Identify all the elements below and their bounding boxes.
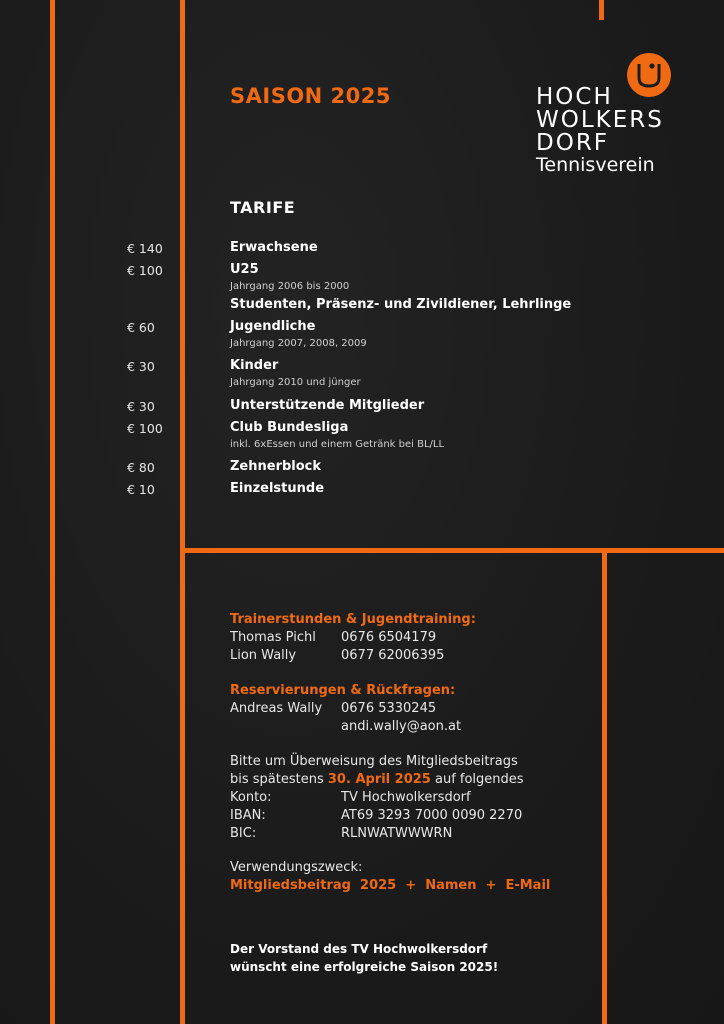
tarif-price: € 80 (127, 460, 155, 475)
trainer-phone: 0677 62006395 (341, 648, 445, 663)
tarif-price: € 30 (127, 359, 155, 374)
logo-text-tennisverein: Tennisverein (536, 154, 655, 176)
tarif-name: Unterstützende Mitglieder (230, 398, 425, 413)
tarif-name: U25 (230, 262, 259, 277)
reservation-phone: 0676 5330245 (341, 701, 437, 716)
payment-deadline-suffix: auf folgendes (434, 772, 524, 787)
konto-value: TV Hochwolkersdorf (341, 790, 471, 805)
tarif-name: Erwachsene (230, 240, 318, 255)
logo-text-hoch: HOCH (536, 84, 613, 110)
closing-line-2: wünscht eine erfolgreiche Saison 2025! (230, 960, 499, 974)
tarif-price: € 100 (127, 263, 163, 278)
tarife-heading: TARIFE (230, 198, 296, 217)
purpose-label: Verwendungszweck: (230, 860, 363, 875)
season-title: SAISON 2025 (230, 84, 392, 108)
tarif-note: Jahrgang 2007, 2008, 2009 (230, 338, 367, 349)
tarif-price: € 140 (127, 241, 163, 256)
tarif-note: Jahrgang 2010 und jünger (230, 377, 361, 388)
court-line-top-right (599, 0, 604, 20)
reservation-heading: Reservierungen & Rückfragen: (230, 683, 456, 698)
iban-value: AT69 3293 7000 0090 2270 (341, 808, 523, 823)
tarif-name: Einzelstunde (230, 481, 325, 496)
closing-line-1: Der Vorstand des TV Hochwolkersdorf (230, 942, 488, 956)
tarif-name: Jugendliche (230, 319, 316, 334)
payment-instruction: Bitte um Überweisung des Mitgliedsbeitrags (230, 754, 518, 769)
iban-label: IBAN: (230, 808, 266, 823)
tennis-ball-logo-icon (626, 52, 672, 98)
tarif-name: Club Bundesliga (230, 420, 349, 435)
bic-label: BIC: (230, 826, 257, 841)
payment-deadline (230, 772, 524, 787)
tarif-price: € 100 (127, 421, 163, 436)
reservation-email: andi.wally@aon.at (341, 719, 462, 734)
tarif-note: Jahrgang 2006 bis 2000 (230, 281, 350, 292)
purpose-value: Mitgliedsbeitrag 2025 + Namen + E-Mail (230, 878, 551, 893)
payment-deadline-date: 30. April 2025 (327, 772, 431, 787)
trainer-heading: Trainerstunden & Jugendtraining: (230, 612, 476, 627)
tarif-name-secondary: Studenten, Präsenz- und Zivildiener, Lehrlinge (230, 297, 572, 312)
tarif-price: € 30 (127, 399, 155, 414)
court-line-left (50, 0, 55, 1024)
trainer-name: Lion Wally (230, 648, 297, 663)
tarif-price: € 60 (127, 320, 155, 335)
logo-text-dorf: DORF (536, 130, 610, 156)
tarif-name: Zehnerblock (230, 459, 322, 474)
court-line-horizontal (180, 548, 724, 553)
konto-label: Konto: (230, 790, 272, 805)
tarif-note: inkl. 6xEssen und einem Getränk bei BL/LL (230, 439, 445, 450)
trainer-name: Thomas Pichl (230, 630, 316, 645)
bic-value: RLNWATWWWRN (341, 826, 453, 841)
payment-deadline-prefix: bis spätestens (230, 772, 324, 787)
court-line-center (180, 0, 185, 1024)
trainer-phone: 0676 6504179 (341, 630, 437, 645)
tarif-price: € 10 (127, 482, 155, 497)
logo-text-wolkers: WOLKERS (536, 107, 664, 133)
court-line-lower-right (602, 552, 607, 1024)
reservation-name: Andreas Wally (230, 701, 323, 716)
tarif-name: Kinder (230, 358, 279, 373)
